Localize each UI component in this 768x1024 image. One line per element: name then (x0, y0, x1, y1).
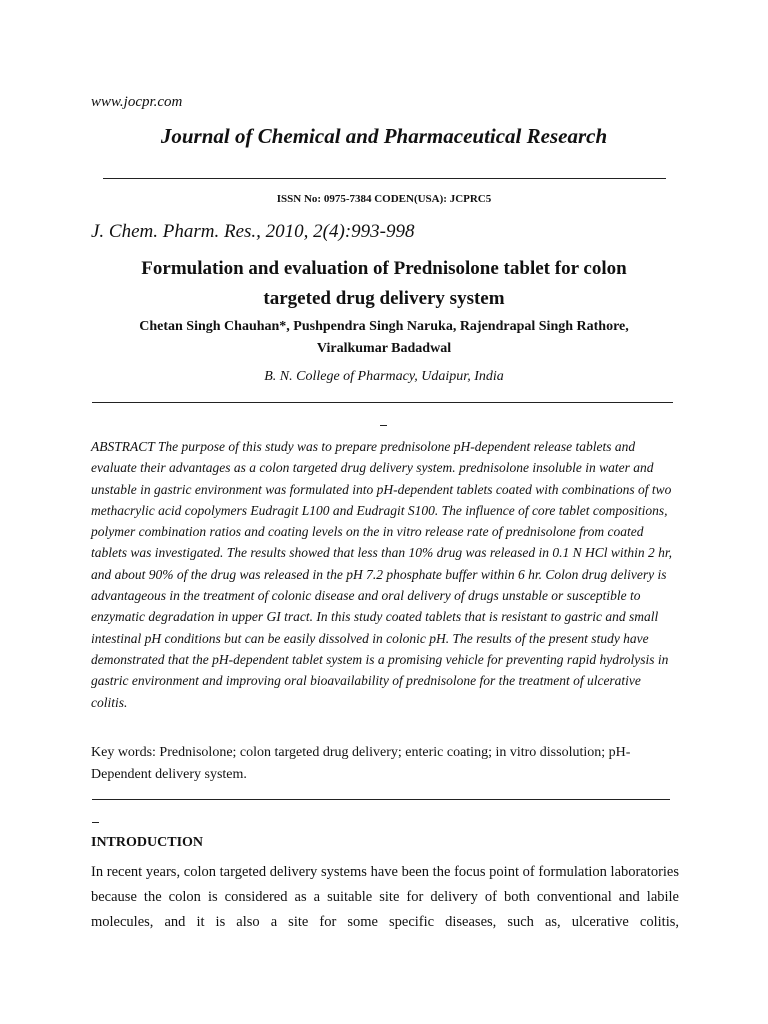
divider-dash-1 (380, 425, 387, 426)
abstract-text: ABSTRACT The purpose of this study was to prepare prednisolone pH-dependent release tablets and evaluate their advantages as a colon targeted drug delivery system. prednisolone insoluble in water and unstable in gastric environment was formulated into pH-dependent tablets coated with combinations of two methacrylic acid copolymers Eudragit L100 and Eudragit S100. The influence of core tablet compositions, polymer combination ratios and coating levels on the in vitro release rate of prednisolone from coated tablets was investigated. The results showed that less than 10% drug was released in 0.1 N HCl within 2 hr, and about 90% of the drug was released in the pH 7.2 phosphate buffer within 6 hr. Colon drug delivery is advantageous in the treatment of colonic disease and oral delivery of drugs unstable or susceptible to enzymatic degradation in upper GI tract. In this study coated tablets that is resistant to gastric and small intestinal pH conditions but can be easily dissolved in colonic pH. The results of the present study have demonstrated that the pH-dependent tablet system is a promising vehicle for preventing rapid hydrolysis in gastric environment and improving oral bioavailability of prednisolone for the treatment of ulcerative colitis. (91, 439, 673, 710)
paper-title-line-2: targeted drug delivery system (263, 288, 505, 309)
journal-website: www.jocpr.com (91, 94, 183, 110)
divider-rule-1 (92, 402, 673, 403)
issn-line: ISSN No: 0975-7384 CODEN(USA): JCPRC5 (276, 193, 492, 205)
keywords-text: Key words: Prednisolone; colon targeted drug delivery; enteric coating; in vitro dissolution; pH-Dependent delivery system. (91, 745, 631, 782)
divider-rule-2 (92, 799, 670, 800)
header-rule (103, 178, 666, 179)
authors-line-2: Viralkumar Badadwal (316, 341, 452, 356)
introduction-heading: INTRODUCTION (91, 835, 204, 850)
paper-title (90, 254, 678, 314)
affiliation: B. N. College of Pharmacy, Udaipur, India (264, 369, 504, 384)
introduction-text: In recent years, colon targeted delivery systems have been the focus point of formulation laboratories because the colon is considered as a suitable site for delivery of both conventional and labile molecules, and it is also a site for some specific diseases, such as, ulcerative colitis, (91, 864, 679, 930)
authors-line-1: Chetan Singh Chauhan*, Pushpendra Singh Naruka, Rajendrapal Singh Rathore, (139, 319, 629, 334)
authors (90, 316, 678, 360)
divider-dash-2 (92, 822, 99, 823)
journal-title: Journal of Chemical and Pharmaceutical Research (160, 124, 608, 148)
citation: J. Chem. Pharm. Res., 2010, 2(4):993-998 (91, 221, 415, 242)
paper-title-line-1: Formulation and evaluation of Prednisolone tablet for colon (141, 258, 627, 279)
